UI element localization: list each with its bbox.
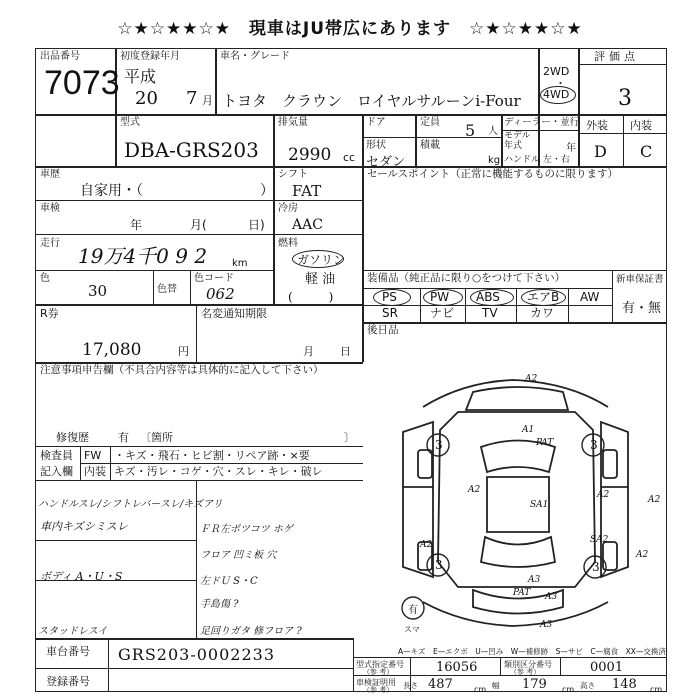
chassis-value: GRS203-0002233 (118, 645, 275, 664)
drive-2wd: 2WD (543, 65, 570, 78)
rear-items-label: 後日品 (367, 324, 399, 336)
equip-ps: PS (382, 290, 397, 304)
int-label: 内装 (630, 119, 652, 132)
equip-navi: ナビ (430, 306, 455, 320)
dealer-label: ディーラー・並行 (504, 117, 580, 128)
mark-rear-3: A3 (545, 592, 558, 602)
length-unit: cm (474, 685, 487, 694)
width-label: 幅 (492, 681, 500, 690)
capacity-label: 定員 (420, 117, 440, 128)
inspector-in: 内装 (84, 465, 106, 478)
reg-number-label: 登録番号 (46, 675, 90, 688)
mileage-unit: km (232, 258, 248, 269)
model-year-unit: 年 (566, 143, 576, 154)
dimensions-sub: （参 考） (363, 686, 394, 694)
color-change-label: 色替 (157, 284, 177, 295)
load-label: 積載 (420, 140, 440, 151)
inspection-year: 年 (130, 218, 143, 232)
lot-number: 7073 (44, 64, 120, 102)
recycle-unit: 円 (178, 345, 189, 358)
repair-label: 修復歴 (56, 431, 89, 444)
shift-value: FAT (292, 182, 322, 200)
ext-label: 外装 (586, 119, 608, 132)
recycle-label: R券 (40, 307, 59, 320)
height-value: 148 (612, 677, 637, 692)
type-designation-sub: （参 考） (363, 668, 394, 676)
doors-label: ドア (366, 117, 386, 128)
first-reg-year: 20 (135, 88, 158, 109)
grade-label: 評価点 (594, 50, 639, 63)
length-label: 長さ (403, 681, 418, 690)
equip-abs-circle (470, 289, 514, 306)
inspector-fw-items: ・キズ・飛石・ヒビ割・リペア跡・×要 (114, 449, 310, 462)
capacity-unit: 人 (488, 126, 498, 137)
remark-1: ハンドルスレ/シフトレバースレ/キズアリ (38, 499, 223, 510)
height-label: 高さ (580, 681, 595, 690)
remark-5: ボディ A・U・S (40, 570, 123, 583)
color-code-value: 062 (206, 285, 235, 303)
name-change-month: 月 (303, 345, 314, 358)
inspection-label: 車検 (40, 203, 60, 214)
length-value: 487 (428, 677, 453, 692)
circle-fr: 3 (590, 438, 598, 452)
mileage-value: 19万4千0 9 2 (78, 244, 208, 268)
page-header: ☆★☆★★☆★ 現車はJU帯広にあります ☆★☆★★☆★ (117, 19, 583, 39)
equip-sr: SR (382, 306, 398, 320)
name-change-day: 日 (340, 345, 351, 358)
mark-right-rear-side: A2 (636, 550, 649, 560)
repair-close: 〕 (344, 431, 355, 444)
first-reg-era: 平成 (124, 67, 157, 86)
equip-pw-circle (423, 289, 463, 306)
first-reg-label: 初度登録年月 (120, 51, 180, 62)
history-value: 自家用・（ (80, 183, 143, 199)
warranty-label: 新車保証書 (616, 274, 664, 285)
height-unit: cm (650, 685, 663, 694)
mark-rear-2: PAT (513, 588, 531, 598)
equip-ps-circle (373, 289, 411, 306)
lot-label: 出品番号 (40, 51, 80, 62)
displacement-value: 2990 (288, 145, 332, 165)
equipment-label: 装備品（純正品に限り○をつけて下さい） (367, 272, 566, 284)
car-name-value: トヨタ クラウン ロイヤルサルーンi-Four (222, 92, 521, 110)
mark-roof: SA1 (530, 500, 549, 510)
mileage-label: 走行 (40, 238, 60, 249)
aircon-value: AAC (292, 217, 323, 233)
circle-rr: 3 (592, 560, 600, 574)
equip-tv: TV (482, 306, 498, 320)
shift-label: シフト (278, 169, 308, 180)
inspector-in-items: キズ・汚レ・コゲ・穴・スレ・キレ・破レ (114, 465, 323, 478)
mark-front: A2 (525, 374, 538, 384)
first-reg-month-unit: 月 (202, 94, 213, 107)
mark-hood-1: A1 (522, 425, 535, 435)
inspection-month: 月( (190, 218, 207, 232)
dimensions-label: 車検証明用 (356, 678, 396, 687)
ext-value: D (594, 142, 607, 161)
remark-9: 足回りガタ 修フロア ? (200, 626, 302, 637)
shape-value: セダン (366, 155, 406, 170)
circle-rl: 3 (435, 558, 443, 572)
remark-6: 左ドＵ S・C (200, 576, 258, 587)
equip-leather: カワ (530, 306, 555, 320)
inspector-label-1: 検査員 (40, 449, 73, 462)
width-value: 179 (522, 677, 547, 692)
color-code-label: 色コード (194, 273, 234, 284)
int-value: C (640, 142, 653, 161)
class-number-label: 類別区分番号 (504, 660, 552, 669)
type-designation-label: 型式指定番号 (356, 660, 404, 669)
class-number-value: 0001 (590, 660, 624, 675)
drive-4wd: 4WD (543, 88, 570, 101)
equip-pw: PW (430, 290, 450, 304)
inspection-day: 日) (248, 218, 265, 232)
mark-left-rear: A2 (420, 540, 433, 550)
fuel-label: 燃料 (278, 238, 298, 249)
class-number-sub: （参 考） (510, 668, 541, 676)
remark-7: 手島傷 ? (200, 599, 239, 610)
remark-2: 車内キズシミスレ (40, 520, 128, 533)
mirror-mark: 有 (408, 605, 418, 616)
first-reg-month: 7 (186, 88, 198, 109)
displacement-label: 排気量 (278, 117, 308, 128)
equip-airbag-circle (521, 289, 566, 306)
capacity-value: 5 (465, 121, 476, 140)
type-designation-value: 16056 (436, 660, 478, 675)
inspector-fw: FW (84, 449, 102, 462)
model-label: 型式 (120, 117, 140, 128)
notes-label: 注意事項申告欄（不具合内容等は具体的に記入して下さい） (40, 364, 324, 376)
car-name-label: 車名・グレード (220, 51, 290, 62)
circle-fl: 3 (435, 438, 443, 452)
mark-right-rear: SA2 (590, 535, 609, 545)
mark-right: A2 (597, 490, 610, 500)
repair-value: 有 (118, 431, 129, 444)
equip-abs: ABS (476, 290, 500, 304)
fuel-gasoline: ガソリン (297, 253, 346, 267)
fuel-light-oil: 軽 油 (305, 272, 336, 287)
model-year-label: モデル年式 (504, 131, 531, 151)
chassis-label: 車台番号 (46, 645, 90, 658)
mirror-note: スマ (404, 625, 420, 634)
remark-3: ＦＲ左ポツコツ ホゲ (200, 524, 293, 535)
mark-hood-2: PAT (536, 438, 554, 448)
color-value: 30 (88, 282, 108, 300)
fuel-paren: ( ) (288, 290, 334, 304)
sales-point-label: セールスポイント（正常に機能するものに限ります） (367, 168, 619, 180)
inspector-label-2: 記入欄 (40, 465, 73, 478)
load-unit: kg (488, 155, 501, 166)
equip-aw: AW (580, 290, 600, 304)
name-change-label: 名変通知期限 (201, 307, 267, 320)
color-label: 色 (40, 273, 50, 284)
mark-rear-1: A3 (528, 575, 541, 585)
warranty-value: 有・無 (622, 301, 662, 316)
mark-left: A2 (468, 485, 481, 495)
equip-airbag: エアB (527, 290, 560, 304)
handle-label: ハンドル 左・右 (504, 155, 570, 165)
damage-legend: A—キズ E—エクボ U—凹み W—補修跡 S—サビ C—腐食 XX—交換済 (398, 647, 666, 656)
remark-4: フロア 凹ミ板 穴 (200, 550, 277, 561)
history-close: ） (260, 183, 274, 199)
history-label: 車歴 (40, 169, 60, 180)
width-unit: cm (562, 685, 575, 694)
remark-8: スタッドレスイ (38, 626, 108, 637)
repair-bracket: 〔箇所 (140, 431, 173, 444)
grade-value: 3 (618, 86, 632, 111)
displacement-unit: cc (343, 151, 356, 164)
aircon-label: 冷房 (278, 203, 298, 214)
mark-bumper: A3 (540, 620, 553, 630)
recycle-value: 17,080 (82, 340, 142, 360)
model-value: DBA-GRS203 (124, 138, 259, 162)
mark-right-side: A2 (648, 495, 661, 505)
shape-label: 形状 (366, 140, 386, 151)
